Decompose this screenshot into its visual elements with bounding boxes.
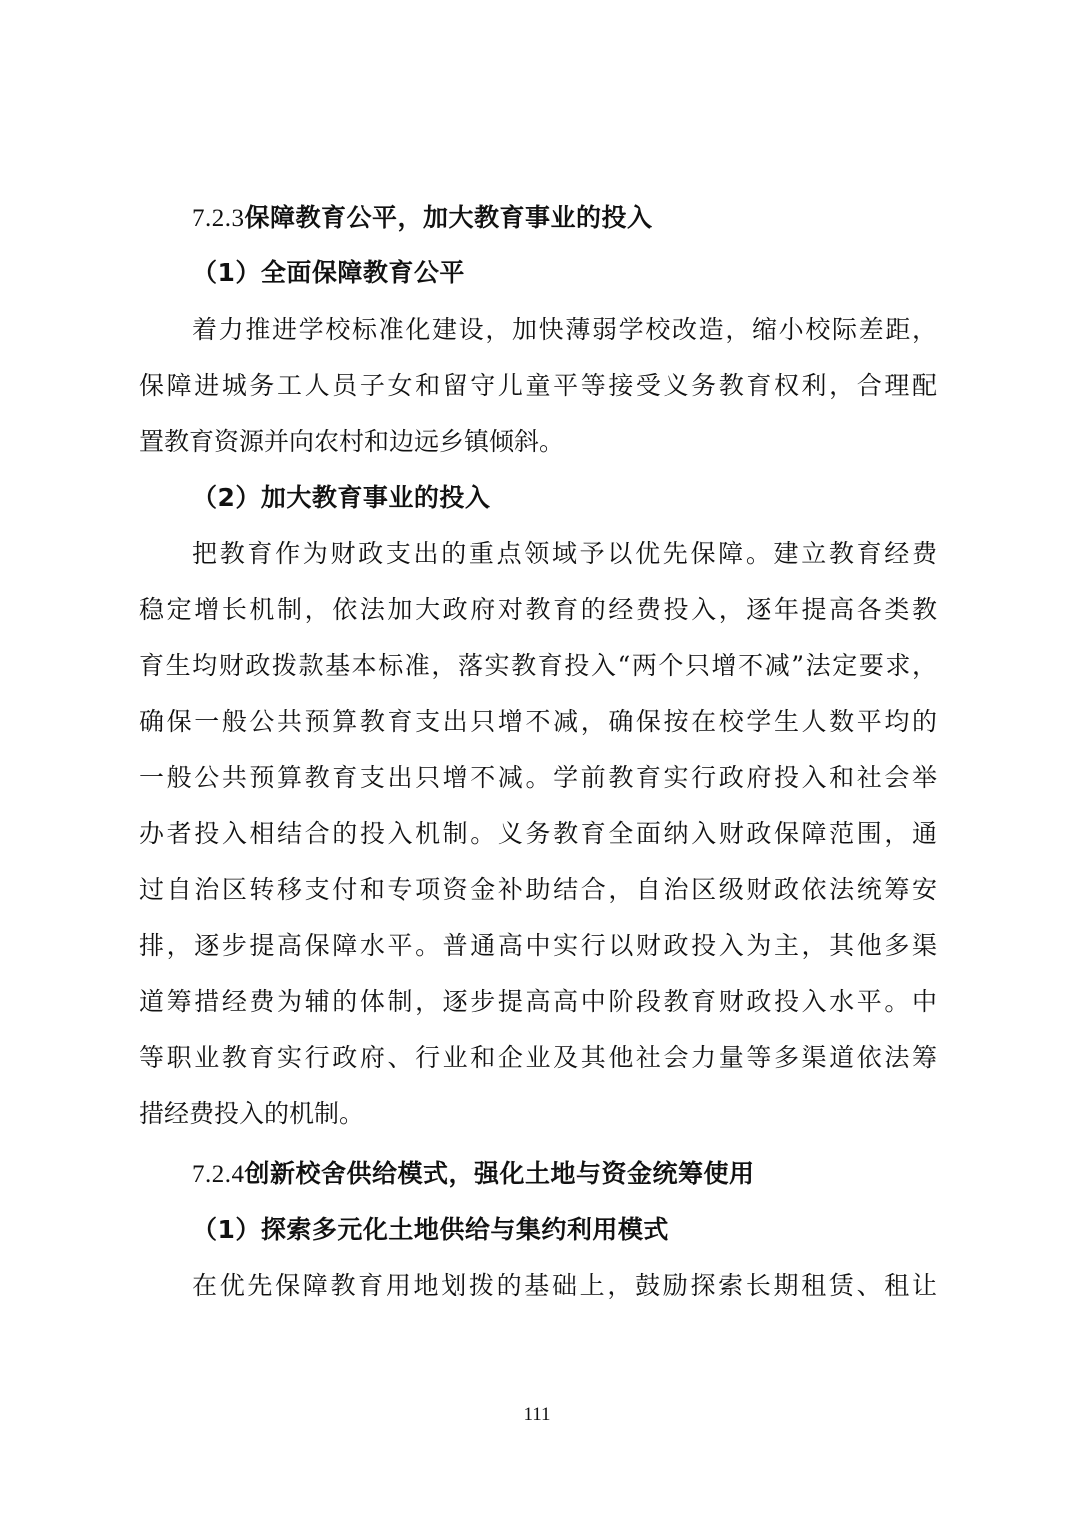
section-title: 保障教育公平，加大教育事业的投入 [244, 203, 653, 232]
paragraph-line: 把教育作为财政支出的重点领域予以优先保障。建立教育经费 [192, 539, 937, 568]
paragraph-line: 着力推进学校标准化建设，加快薄弱学校改造，缩小校际差距， [192, 315, 937, 344]
section-heading-7-2-4 [192, 1146, 755, 1202]
paragraph-line: 育生均财政拨款基本标准，落实教育投入“两个只增不减”法定要求， [139, 651, 937, 680]
paragraph-line: 排，逐步提高保障水平。普通高中实行以财政投入为主，其他多渠 [139, 931, 937, 960]
paragraph-line: 在优先保障教育用地划拨的基础上，鼓励探索长期租赁、租让 [192, 1271, 937, 1300]
paragraph-line: 道筹措经费为辅的体制，逐步提高高中阶段教育财政投入水平。中 [139, 987, 937, 1016]
section-heading-7-2-3 [192, 190, 653, 246]
section-number: 7.2.3 [192, 205, 245, 232]
paragraph-line: 办者投入相结合的投入机制。义务教育全面纳入财政保障范围，通 [139, 819, 937, 848]
paragraph-line: 确保一般公共预算教育支出只增不减，确保按在校学生人数平均的 [139, 707, 937, 736]
paragraph-line: 稳定增长机制，依法加大政府对教育的经费投入，逐年提高各类教 [139, 595, 937, 624]
paragraph-line: 一般公共预算教育支出只增不减。学前教育实行政府投入和社会举 [139, 763, 937, 792]
paragraph-line: 置教育资源并向农村和边远乡镇倾斜。 [139, 427, 565, 456]
subsection-heading: （1）全面保障教育公平 [192, 258, 465, 287]
subsection-heading: （1）探索多元化土地供给与集约利用模式 [192, 1215, 669, 1244]
paragraph-line: 过自治区转移支付和专项资金补助结合，自治区级财政依法统筹安 [139, 875, 937, 904]
page-number: 111 [523, 1404, 551, 1425]
paragraph-line: 等职业教育实行政府、行业和企业及其他社会力量等多渠道依法筹 [139, 1043, 937, 1072]
paragraph-line: 保障进城务工人员子女和留守儿童平等接受义务教育权利，合理配 [139, 371, 937, 400]
section-number: 7.2.4 [192, 1161, 245, 1188]
subsection-heading: （2）加大教育事业的投入 [192, 483, 491, 512]
paragraph-line: 措经费投入的机制。 [139, 1099, 365, 1128]
section-title: 创新校舍供给模式，强化土地与资金统筹使用 [244, 1159, 755, 1188]
